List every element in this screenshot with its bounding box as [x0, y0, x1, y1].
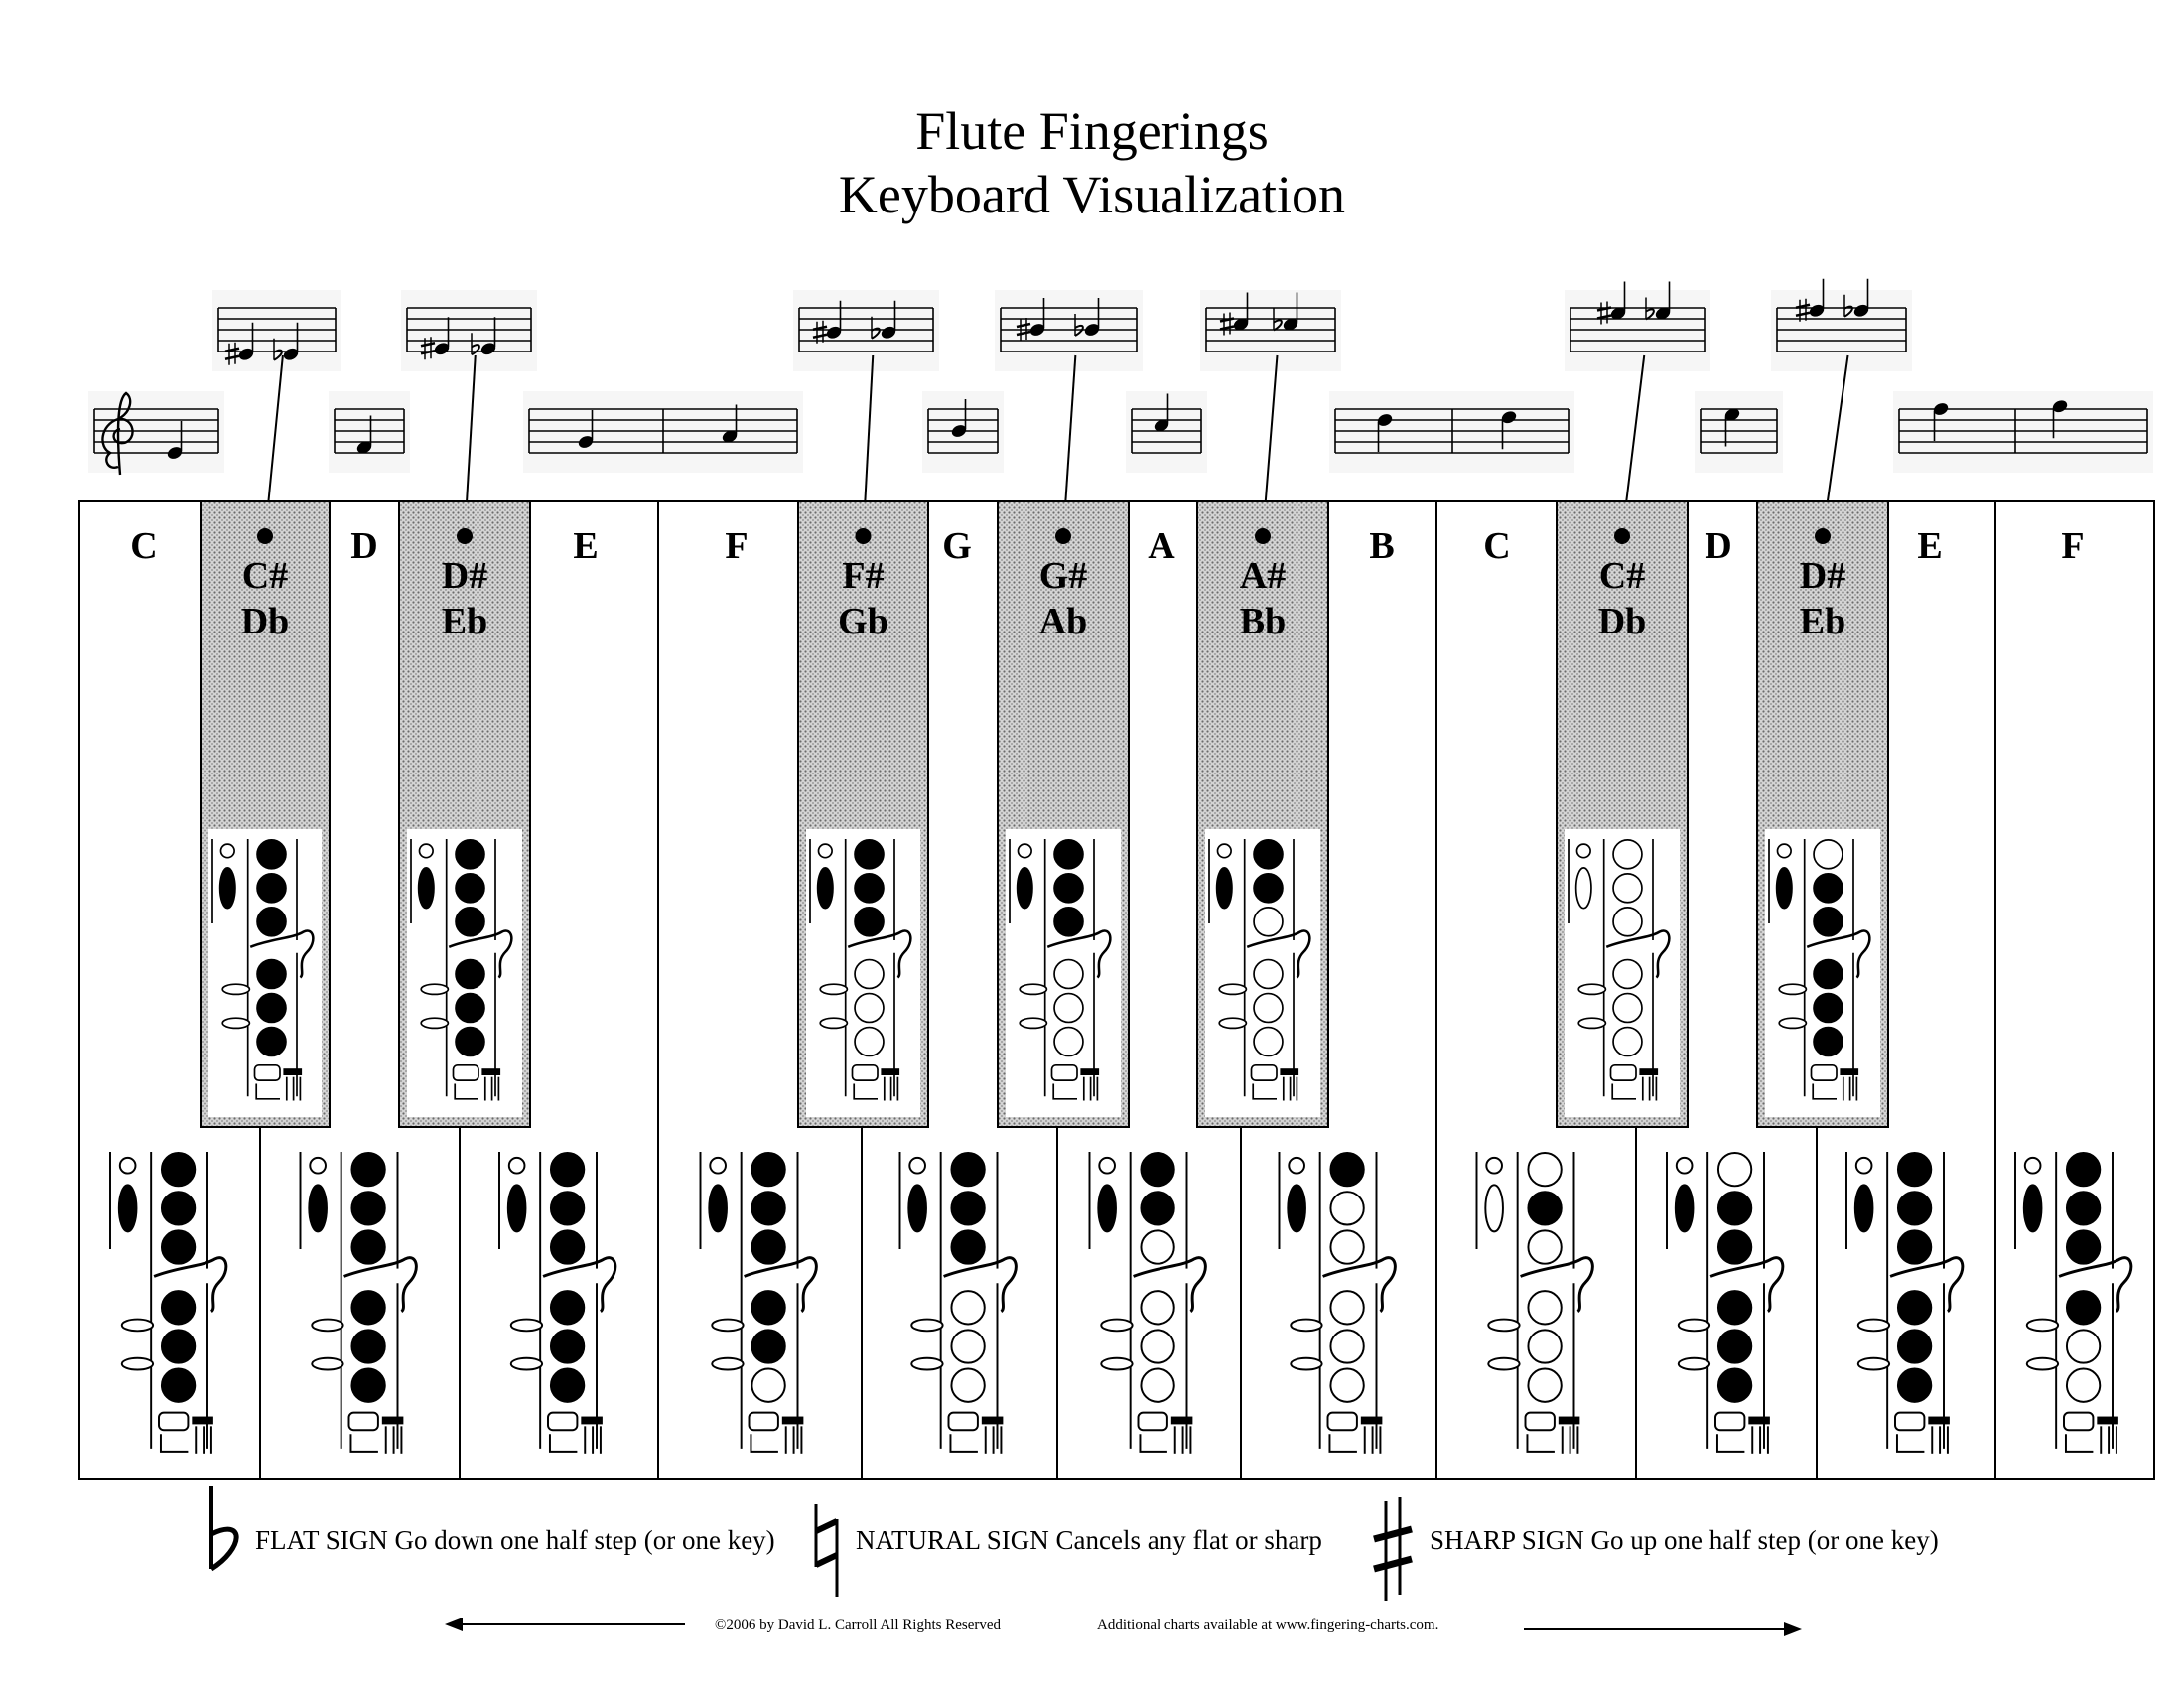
- staff-segment: [88, 391, 224, 475]
- black-key-sharp-label: F#: [842, 555, 885, 597]
- note-connector-dot: [257, 528, 273, 544]
- black-key-sharp-label: C#: [241, 555, 289, 597]
- accidental-staff-segment: [401, 290, 537, 536]
- staff-segment: [1893, 391, 2153, 473]
- black-key-sharp-label: A#: [1239, 555, 1287, 597]
- natural-legend: [816, 1504, 1322, 1597]
- note-connector-dot: [1255, 528, 1271, 544]
- additional-charts-text: Additional charts available at www.fingering-charts.com.: [1097, 1618, 1439, 1633]
- note-connector-dot: [457, 528, 473, 544]
- white-key-label: E: [1917, 525, 1943, 567]
- black-key-g-sharp[interactable]: [998, 501, 1129, 1127]
- accidental-staff-segment: [1200, 290, 1341, 536]
- black-key-d-sharp[interactable]: [399, 501, 530, 1127]
- white-key-label: F: [725, 525, 749, 567]
- black-key-flat-label: Db: [1597, 601, 1647, 642]
- staff-segment: [1329, 391, 1574, 473]
- white-key-label: D: [350, 525, 378, 567]
- staff-segment: [523, 391, 803, 473]
- sharp-sign-icon: [1374, 1497, 1412, 1601]
- title-line-1: Flute Fingerings: [915, 101, 1269, 161]
- black-key-flat-label: Gb: [838, 601, 888, 642]
- legend: [211, 1486, 1939, 1601]
- copyright-text: ©2006 by David L. Carroll All Rights Reserved: [715, 1618, 1002, 1633]
- sharp-sign-description: SHARP SIGN Go up one half step (or one key): [1430, 1525, 1939, 1555]
- black-key-a-sharp[interactable]: [1197, 501, 1328, 1127]
- white-key-label: E: [573, 525, 599, 567]
- accidental-staff-segment: [1771, 279, 1912, 536]
- black-key-c-sharp[interactable]: [201, 501, 330, 1127]
- note-connector-dot: [1815, 528, 1831, 544]
- note-connector-dot: [1614, 528, 1630, 544]
- flat-legend: [211, 1486, 775, 1569]
- natural-sign-icon: [816, 1504, 837, 1597]
- black-key-flat-label: Eb: [441, 601, 488, 642]
- black-key-sharp-label: D#: [1799, 555, 1846, 597]
- white-key-f[interactable]: [1995, 501, 2154, 1479]
- white-key-label: B: [1369, 525, 1395, 567]
- note-connector-dot: [856, 528, 872, 544]
- black-key-d-sharp[interactable]: [1757, 501, 1888, 1127]
- white-key-label: D: [1705, 525, 1732, 567]
- accidental-staff-segment: [995, 290, 1143, 536]
- white-key-label: G: [942, 525, 972, 567]
- staff-segment: [922, 391, 1004, 473]
- black-key-sharp-label: C#: [1598, 555, 1646, 597]
- black-key-flat-label: Ab: [1038, 601, 1088, 642]
- black-key-flat-label: Db: [240, 601, 290, 642]
- note-connector-dot: [1055, 528, 1071, 544]
- flat-sign-icon: [211, 1486, 236, 1569]
- black-key-flat-label: Bb: [1239, 601, 1287, 642]
- black-key-flat-label: Eb: [1799, 601, 1846, 642]
- black-key-f-sharp[interactable]: [798, 501, 928, 1127]
- staff-segment: [1126, 391, 1207, 473]
- white-key-label: C: [1483, 525, 1511, 567]
- black-key-sharp-label: G#: [1038, 555, 1088, 597]
- accidental-staff-segment: [1565, 282, 1710, 537]
- black-key-sharp-label: D#: [441, 555, 488, 597]
- black-key-c-sharp[interactable]: [1557, 501, 1688, 1127]
- title-line-2: Keyboard Visualization: [838, 165, 1346, 224]
- white-key-label: C: [130, 525, 158, 567]
- natural-sign-description: NATURAL SIGN Cancels any flat or sharp: [856, 1525, 1322, 1555]
- sharp-legend: [1374, 1497, 1939, 1601]
- white-key-label: A: [1148, 525, 1175, 567]
- staff-segment: [329, 391, 410, 473]
- keyboard: [79, 501, 2154, 1479]
- footer: [445, 1618, 1802, 1636]
- flat-sign-description: FLAT SIGN Go down one half step (or one key): [255, 1525, 775, 1555]
- white-key-label: F: [2061, 525, 2085, 567]
- accidental-staff-segment: [793, 290, 939, 536]
- staff-segment: [1695, 391, 1783, 473]
- accidental-staff-segment: [212, 290, 341, 536]
- staff-notation: [88, 279, 2153, 536]
